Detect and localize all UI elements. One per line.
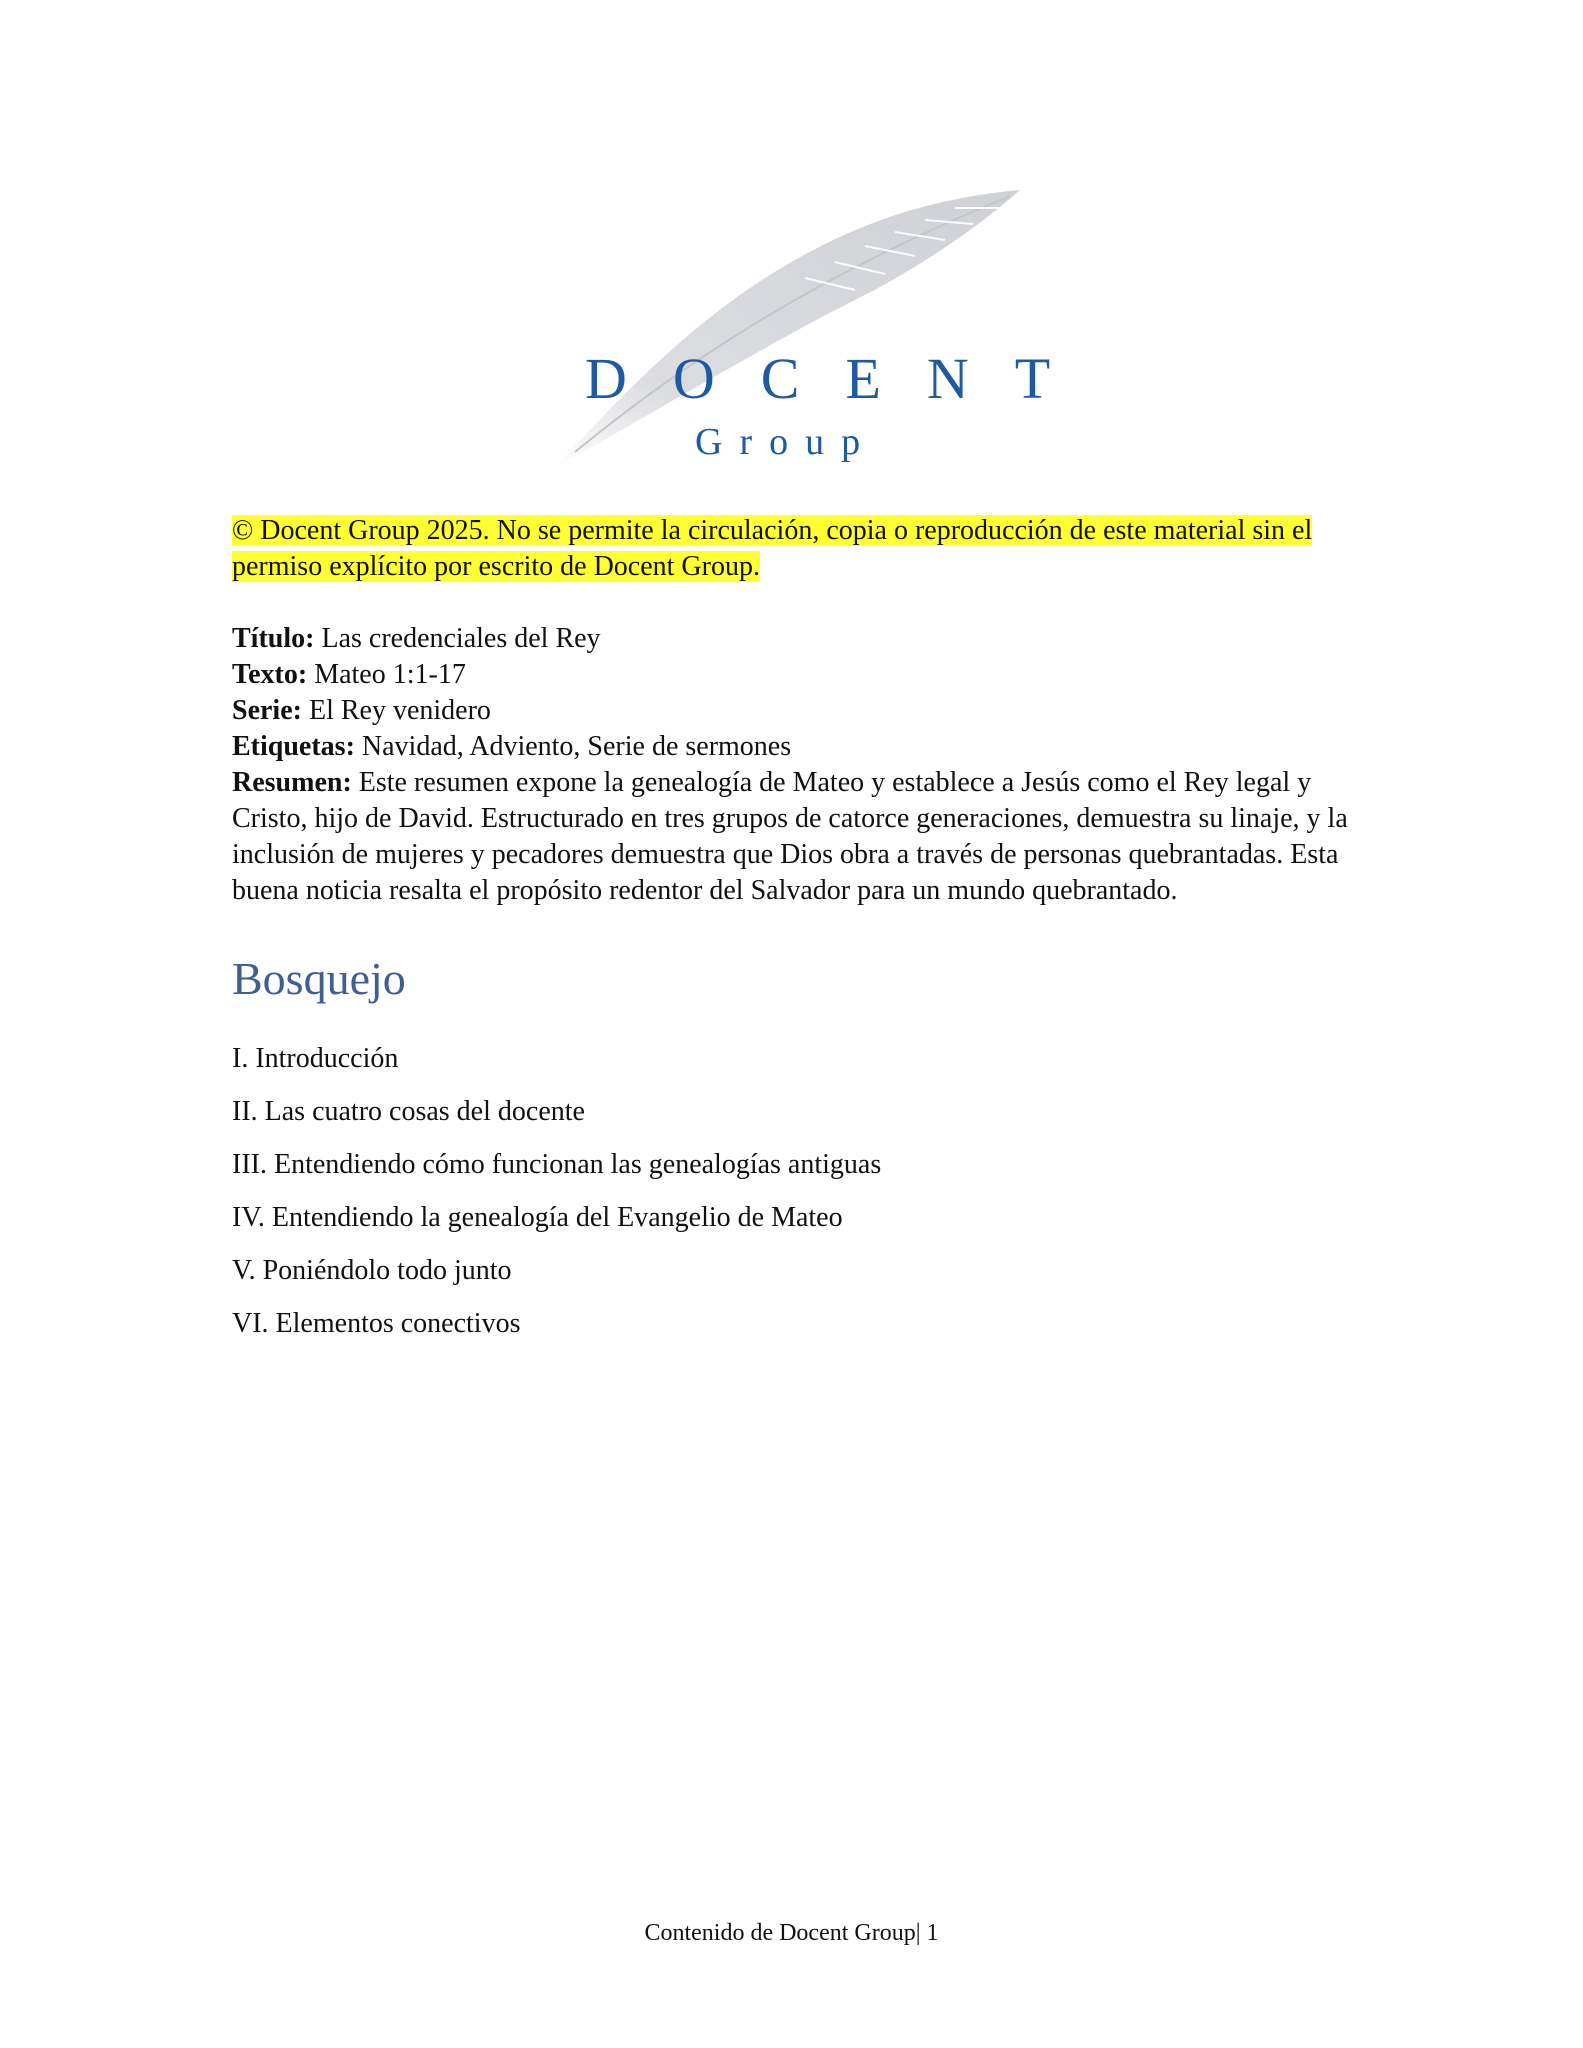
title-value: Las credenciales del Rey bbox=[314, 623, 601, 654]
summary-value: Este resumen expone la genealogía de Mateo y establece a Jesús como el Rey legal y Cristo, hijo de David. Estructurado en tres grupos de catorce generaciones, demuestra su linaje, y la inclusión de mujeres y pecadores demuestra que Dios obra a través de personas quebrantadas. Esta buena noticia resalta el propósito redentor del Salvador para un mundo quebrantado. bbox=[232, 767, 1348, 906]
sermon-metadata bbox=[232, 621, 1362, 909]
series-line bbox=[232, 693, 1362, 729]
outline-item: I. Introducción bbox=[232, 1043, 399, 1074]
summary-line bbox=[232, 765, 1362, 909]
copyright-notice bbox=[232, 513, 1362, 585]
tags-line bbox=[232, 729, 1362, 765]
summary-label: Resumen: bbox=[232, 767, 352, 798]
logo-wordmark: DOCENT bbox=[585, 346, 1097, 411]
outline-item: III. Entendiendo cómo funcionan las genealogías antiguas bbox=[232, 1149, 882, 1180]
page-number: 1 bbox=[926, 1920, 939, 1946]
footer-text: Contenido de Docent Group bbox=[644, 1920, 916, 1946]
footer-separator: | bbox=[915, 1920, 927, 1946]
docent-group-logo bbox=[555, 190, 1097, 480]
outline-item: VI. Elementos conectivos bbox=[232, 1308, 521, 1339]
text-line bbox=[232, 657, 1362, 693]
document-body bbox=[232, 513, 1362, 1359]
copyright-highlight: © Docent Group 2025. No se permite la circulación, copia o reproducción de este material sin el permiso explícito por escrito de Docent Group. bbox=[232, 515, 1313, 582]
title-line bbox=[232, 621, 1362, 657]
tags-label: Etiquetas: bbox=[232, 731, 355, 762]
outline-heading: Bosquejo bbox=[232, 953, 406, 1004]
outline-item: V. Poniéndolo todo junto bbox=[232, 1255, 512, 1286]
text-value: Mateo 1:1-17 bbox=[307, 659, 466, 690]
series-value: El Rey venidero bbox=[301, 695, 491, 726]
outline-item: IV. Entendiendo la genealogía del Evangelio de Mateo bbox=[232, 1202, 843, 1233]
text-label: Texto: bbox=[232, 659, 308, 690]
tags-value: Navidad, Adviento, Serie de sermones bbox=[354, 731, 792, 762]
logo-subtitle: Group bbox=[695, 421, 878, 463]
series-label: Serie: bbox=[232, 695, 302, 726]
page-footer bbox=[0, 1920, 1583, 1947]
outline-list bbox=[232, 1041, 1362, 1342]
title-label: Título: bbox=[232, 623, 315, 654]
outline-item: II. Las cuatro cosas del docente bbox=[232, 1096, 585, 1127]
